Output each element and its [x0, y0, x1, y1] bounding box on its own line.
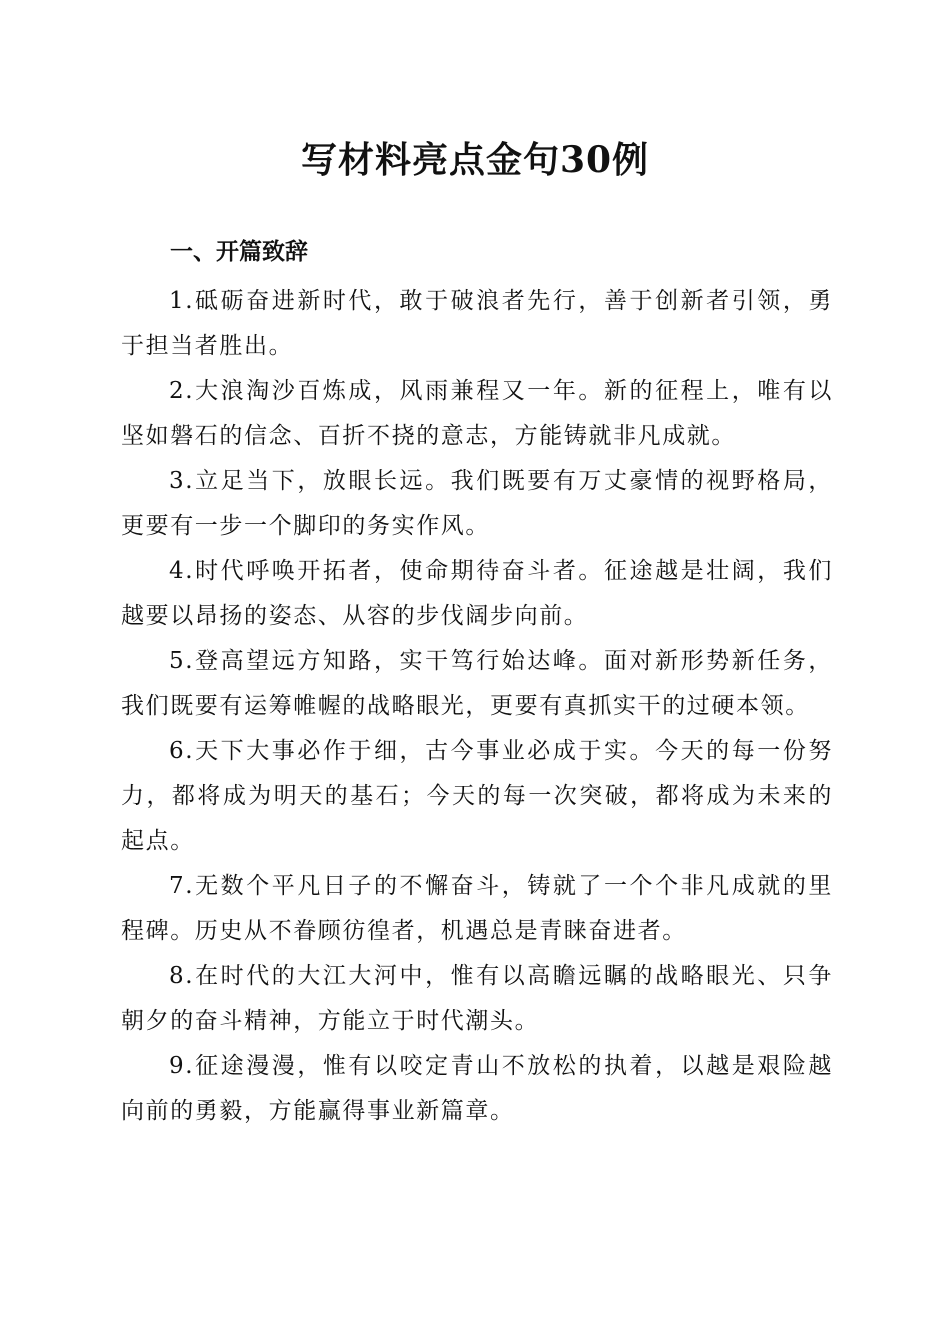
- section-heading: 一、开篇致辞: [170, 239, 308, 265]
- list-item: 5.登高望远方知路，实干笃行始达峰。面对新形势新任务，我们既要有运筹帷幄的战略眼光，更要有真抓实干的过硬本领。: [121, 648, 833, 719]
- item-list: [121, 279, 833, 1134]
- list-item: 6.天下大事必作于细，古今事业必成于实。今天的每一份努力，都将成为明天的基石；今天的每一次突破，都将成为未来的起点。: [121, 738, 833, 854]
- list-item: 2.大浪淘沙百炼成，风雨兼程又一年。新的征程上，唯有以坚如磐石的信念、百折不挠的意志，方能铸就非凡成就。: [121, 378, 833, 449]
- list-item: 9.征途漫漫，惟有以咬定青山不放松的执着，以越是艰险越向前的勇毅，方能赢得事业新篇章。: [121, 1053, 833, 1124]
- list-item: 3.立足当下，放眼长远。我们既要有万丈豪情的视野格局，更要有一步一个脚印的务实作风。: [121, 468, 833, 539]
- document-title: 写材料亮点金句30例: [300, 139, 650, 181]
- list-item: 4.时代呼唤开拓者，使命期待奋斗者。征途越是壮阔，我们越要以昂扬的姿态、从容的步伐阔步向前。: [121, 558, 833, 629]
- list-item: 7.无数个平凡日子的不懈奋斗，铸就了一个个非凡成就的里程碑。历史从不眷顾彷徨者，机遇总是青睐奋进者。: [121, 873, 833, 944]
- list-item: 1.砥砺奋进新时代，敢于破浪者先行，善于创新者引领，勇于担当者胜出。: [121, 288, 833, 359]
- list-item: 8.在时代的大江大河中，惟有以高瞻远瞩的战略眼光、只争朝夕的奋斗精神，方能立于时代潮头。: [121, 963, 833, 1034]
